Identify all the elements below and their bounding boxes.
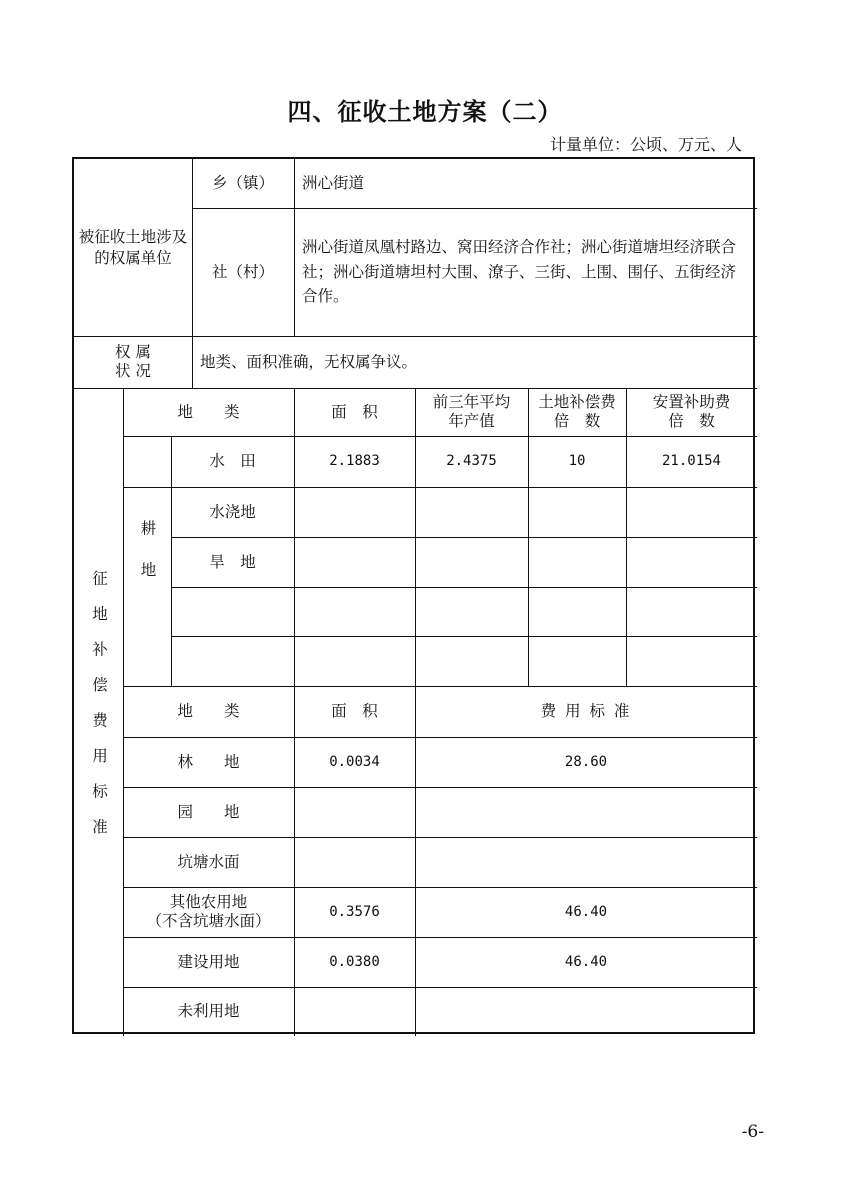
farmland-area [294,487,415,537]
farmland-type: 旱 地 [209,552,256,571]
other-land-fee: 46.40 [564,953,608,970]
ownership-unit-label: 被征收土地涉及的权属单位 [78,227,188,267]
farmland-avg-output [415,537,528,587]
other-land-fee [415,787,757,837]
farmland-resettle-multiple [626,487,757,537]
land-acquisition-table [72,157,755,1034]
header-area: 面 积 [331,402,378,421]
farmland-area [294,636,415,686]
header-other-area: 面 积 [331,702,378,721]
header-fee-standard: 费 用 标 准 [540,702,632,721]
header-land-multiple: 土地补偿费 倍 数 [538,393,616,430]
village-label: 社（村） [211,262,274,281]
page-number: -6- [741,1122,764,1142]
farmland-area [294,587,415,636]
farmland-avg-output: 2.4375 [446,453,497,470]
other-land-type: 园 地 [177,802,240,821]
farmland-resettle-multiple: 21.0154 [661,453,721,470]
other-land-area: 0.0034 [329,753,380,770]
header-avg-output: 前三年平均 年产值 [432,393,511,430]
other-land-fee: 46.40 [564,903,608,920]
other-land-fee [415,987,757,1036]
header-other-land-type: 地 类 [177,702,240,721]
town-label: 乡（镇） [211,174,274,193]
farmland-avg-output [415,587,528,636]
other-land-type: 林 地 [177,752,240,771]
farmland-resettle-multiple [626,587,757,636]
ownership-status-value: 地类、面积准确，无权属争议。 [200,352,418,371]
ownership-status-label: 权 属 状 况 [115,342,151,380]
farmland-land-multiple [528,487,626,537]
farmland-land-multiple [528,587,626,636]
header-resettle-multiple: 安置补助费 倍 数 [652,393,731,430]
page-title: 四、征收土地方案（二） [287,98,563,126]
farmland-type [171,587,294,636]
other-land-fee: 28.60 [564,753,608,770]
unit-label: 计量单位：公顷、万元、人 [549,135,742,154]
farmland-resettle-multiple [626,636,757,686]
farmland-resettle-multiple [626,537,757,587]
farmland-area [294,537,415,587]
header-land-type: 地 类 [177,402,240,421]
other-land-area: 0.3576 [329,903,380,920]
other-land-type: 坑塘水面 [177,852,240,871]
village-value: 洲心街道凤凰村路边、窝田经济合作社；洲心街道塘坦经济联合社；洲心街道塘坦村大围、潦子、三街、上围、围仔、五街经济合作。 [302,237,737,306]
other-land-type: 未利用地 [177,1002,240,1021]
farmland-group-label: 耕地 [138,519,157,603]
farmland-land-multiple [528,537,626,587]
farmland-land-multiple [528,636,626,686]
other-land-type: 建设用地 [177,952,240,971]
farmland-type: 水 田 [209,452,256,471]
farmland-land-multiple: 10 [568,453,586,470]
farmland-type: 水浇地 [209,502,256,521]
other-land-area: 0.0380 [329,953,380,970]
other-land-area [294,787,415,837]
farmland-area: 2.1883 [329,453,380,470]
other-land-area [294,837,415,887]
other-land-fee [415,837,757,887]
farmland-type [171,636,294,686]
farmland-avg-output [415,636,528,686]
other-land-area [294,987,415,1036]
other-land-type: 其他农用地 （不含坑塘水面） [146,893,271,930]
town-value: 洲心街道 [302,174,365,193]
farmland-avg-output [415,487,528,537]
compensation-section-label: 征地补偿费用标准 [89,570,108,854]
